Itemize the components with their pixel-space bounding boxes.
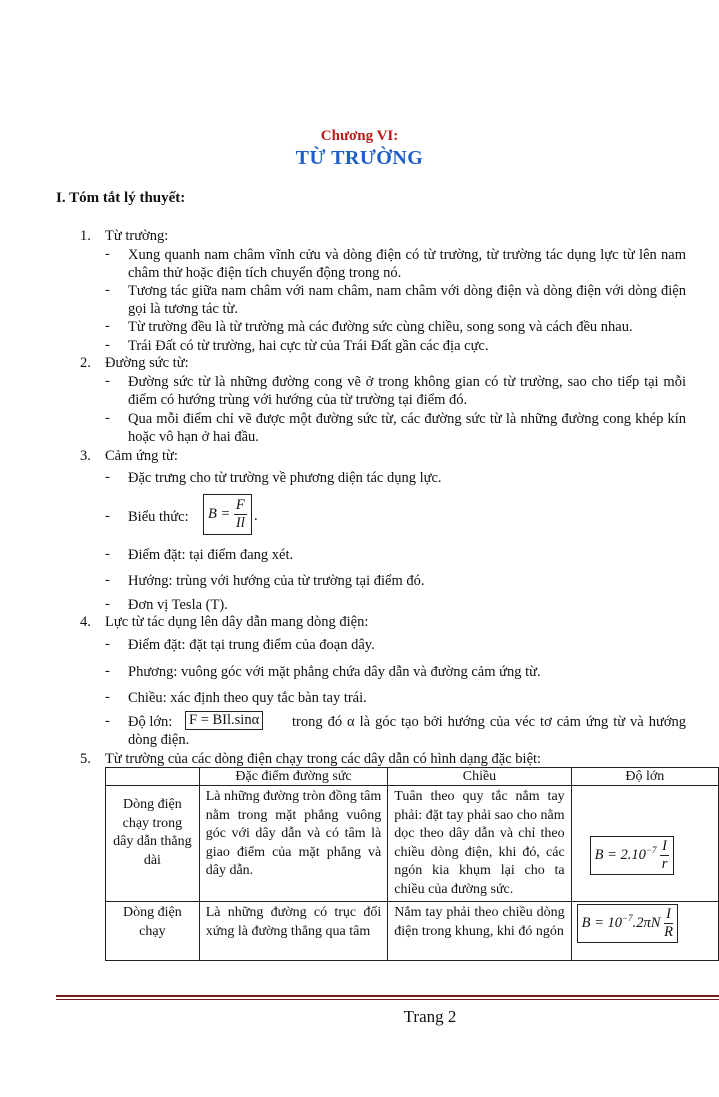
formula-numerator: I <box>662 838 667 854</box>
bullet-text: Điểm đặt: đặt tại trung điểm của đoạn dây. <box>128 637 375 653</box>
table-header-row <box>106 768 719 786</box>
bullet-dash: - <box>105 596 110 612</box>
formula-denominator: R <box>664 924 673 940</box>
row-direction: Nắm tay phải theo chiều dòng điện trong khung, khi đó ngón <box>388 902 571 961</box>
footer-rule <box>56 995 719 1002</box>
item-number: 5. <box>80 751 91 767</box>
bullet-text: Xung quanh nam châm vĩnh cửu và dòng điện có từ trường, từ trường tác dụng lực từ lên nam châm thử hoặc điện tích chuyển động trong nó. <box>128 247 686 281</box>
formula-fraction <box>234 497 247 532</box>
formula-lhs: B = <box>208 505 231 522</box>
table-header: Đặc điểm đường sức <box>199 768 388 786</box>
bullet-dash: - <box>105 373 110 389</box>
bullet-text: Qua mỗi điểm chỉ vẽ được một đường sức từ, các đường sức từ là những đường cong khép kín hoặc vô hạn ở hai đầu. <box>128 411 686 445</box>
chapter-label: Chương VI: <box>320 128 399 144</box>
bullet-text: Hướng: trùng với hướng của từ trường tại điểm đó. <box>128 573 425 589</box>
item-title: Từ trường của các dòng điện chạy trong các dây dẫn có hình dạng đặc biệt: <box>105 751 542 767</box>
bullet-text: Trái Đất có từ trường, hai cực từ của Trái Đất gần các địa cực. <box>128 338 489 354</box>
row-name: Dòng điện chạy <box>106 902 200 961</box>
bullet-text: Độ lớn: <box>128 714 173 730</box>
bullet-text: Đơn vị Tesla (T). <box>128 597 228 613</box>
bullet-dash: - <box>105 469 110 485</box>
bullet-dash: - <box>105 337 110 353</box>
formula-fraction <box>664 906 673 941</box>
bullet-text: Biểu thức: <box>128 509 189 525</box>
formula-box <box>203 494 252 535</box>
table-header: Độ lớn <box>571 768 718 786</box>
page-number: Trang 2 <box>403 1007 457 1026</box>
bullet-text: Chiều: xác định theo quy tắc bàn tay trái. <box>128 690 367 706</box>
formula-numerator: F <box>235 497 245 513</box>
formula-period: . <box>254 508 258 524</box>
row-magnitude <box>571 902 718 961</box>
formula-fraction <box>660 838 669 873</box>
item-number: 2. <box>80 355 91 371</box>
bullet-text: Tương tác giữa nam châm với nam châm, nam châm với dòng điện và dòng điện với dòng điện gọi là tương tác từ. <box>128 283 686 317</box>
table-header <box>106 768 200 786</box>
footer-rule-thin <box>56 999 719 1000</box>
bullet-dash: - <box>105 636 110 652</box>
bullet-dash: - <box>105 282 110 298</box>
bullet-text: Điểm đặt: tại điểm đang xét. <box>128 547 294 563</box>
field-table <box>105 767 719 961</box>
formula-denominator: r <box>661 856 668 872</box>
force-formula-box: F = BIl.sinα <box>185 711 263 730</box>
table-row <box>106 902 719 961</box>
table-header: Chiều <box>388 768 571 786</box>
row-lines: Là những đường có trục đối xứng là đường thẳng qua tâm <box>199 902 388 961</box>
bullet-text: Phương: vuông góc với mặt phẳng chứa dây dẫn và đường cảm ứng từ. <box>128 664 541 680</box>
bullet-dash: - <box>105 572 110 588</box>
footer-rule-thick <box>56 995 719 997</box>
item-number: 1. <box>80 228 91 244</box>
row-lines: Là những đường tròn đồng tâm nằm trong mặt phẳng vuông góc với dây dẫn và có tâm là giao điểm của mặt phẳng và dây dẫn. <box>199 786 388 902</box>
bullet-text: Đặc trưng cho từ trường về phương diện tác dụng lực. <box>128 470 442 486</box>
row-magnitude <box>571 786 718 902</box>
bullet-dash: - <box>105 318 110 334</box>
bullet-text: Từ trường đều là từ trường mà các đường sức cùng chiều, song song và cách đều nhau. <box>128 319 633 335</box>
bullet-dash: - <box>105 410 110 426</box>
item-title: Cảm ứng từ: <box>105 448 178 464</box>
formula-denominator: Il <box>235 515 245 531</box>
formula-box <box>577 904 678 943</box>
formula-box <box>590 836 674 875</box>
row-name: Dòng điện chạy trong dây dẫn thẳng dài <box>106 786 200 902</box>
bullet-dash: - <box>105 713 110 729</box>
row-direction: Tuân theo quy tắc nắm tay phải: đặt tay phải sao cho nằm dọc theo dây dẫn và chỉ theo chiều dòng điện, khi đó, các ngón kia khụm lại cho ta chiều của đường sức. <box>388 786 571 902</box>
chapter-title: TỪ TRƯỜNG <box>295 147 424 169</box>
table-row <box>106 786 719 902</box>
formula-lhs: B = 10 <box>581 914 623 931</box>
item-title: Lực từ tác dụng lên dây dẫn mang dòng điện: <box>105 614 369 630</box>
formula-numerator: I <box>664 906 673 924</box>
formula-exponent: −7 <box>622 913 633 923</box>
item-number: 3. <box>80 448 91 464</box>
formula-middle: .2πN <box>632 914 661 931</box>
bullet-text: trong đó α là góc tạo bởi hướng của véc tơ cảm ứng từ và hướng dòng điện. <box>128 714 686 748</box>
bullet-text: Đường sức từ là những đường cong vẽ ở trong không gian có từ trường, sao cho tiếp tại mỗi điểm có hướng trùng với hướng của từ trường tại điểm đó. <box>128 374 686 408</box>
item-title: Từ trường: <box>105 228 169 244</box>
bullet-dash: - <box>105 546 110 562</box>
formula-exponent: −7 <box>645 845 657 855</box>
bullet-dash: - <box>105 689 110 705</box>
formula-lhs: B = 2.10 <box>594 846 646 863</box>
item-title: Đường sức từ: <box>105 355 189 371</box>
bullet-dash: - <box>105 663 110 679</box>
section-heading: I. Tóm tắt lý thuyết: <box>56 190 186 206</box>
item-number: 4. <box>80 614 91 630</box>
bullet-dash: - <box>105 508 110 524</box>
bullet-dash: - <box>105 246 110 262</box>
